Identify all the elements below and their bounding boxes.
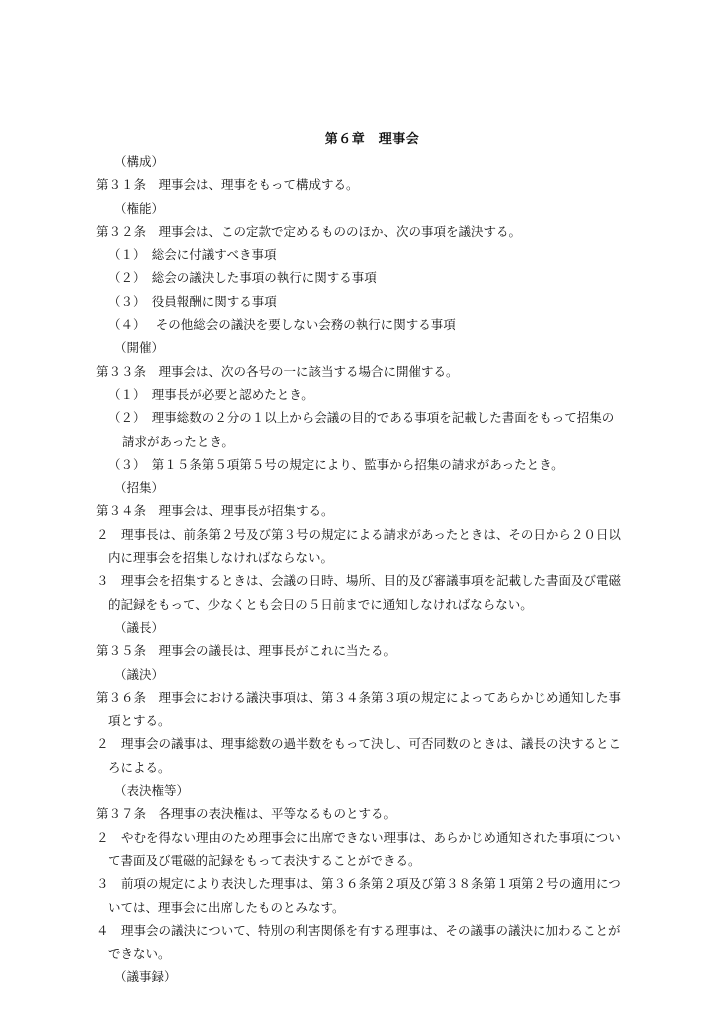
list-item: （２） 理事総数の２分の１以上から会議の目的である事項を記載した書面をもって招集の xyxy=(108,410,615,426)
section-heading: （議事録） xyxy=(114,969,177,985)
article-line: 第３５条 理事会の議長は、理事長がこれに当たる。 xyxy=(96,643,397,659)
chapter-title: 第６章 理事会 xyxy=(324,132,420,147)
list-item: （１） 理事長が必要と認めたとき。 xyxy=(108,386,314,402)
list-item: （２） 総会の議決した事項の執行に関する事項 xyxy=(108,270,377,286)
paragraph-continuation: できない。 xyxy=(108,946,171,962)
article-line: 第３１条 理事会は、理事をもって構成する。 xyxy=(96,177,359,193)
section-heading: （表決権等） xyxy=(114,783,190,799)
list-item: （４） その他総会の議決を要しない会務の執行に関する事項 xyxy=(108,317,456,333)
paragraph-line: ３ 理事会を招集するときは、会議の日時、場所、目的及び審議事項を記載した書面及び電磁 xyxy=(96,573,622,589)
section-heading: （議決） xyxy=(114,666,165,682)
list-item: （３） 第１５条第５項第５号の規定により、監事から招集の請求があったとき。 xyxy=(108,456,564,472)
section-heading: （開催） xyxy=(114,340,165,356)
paragraph-continuation: て書面及び電磁的記録をもって表決することができる。 xyxy=(108,852,421,868)
article-line: 第３４条 理事会は、理事長が招集する。 xyxy=(96,503,334,519)
paragraph-line: ３ 前項の規定により表決した理事は、第３６条第２項及び第３８条第１項第２号の適用につ xyxy=(96,876,621,892)
paragraph-continuation: 的記録をもって、少なくとも会日の５日前までに通知しなければならない。 xyxy=(108,596,533,612)
paragraph-continuation: いては、理事会に出席したものとみなす。 xyxy=(108,899,345,915)
article-line: 第３７条 各理事の表決権は、平等なるものとする。 xyxy=(96,806,397,822)
article-line: 第３６条 理事会における議決事項は、第３４条第３項の規定によってあらかじめ通知した事 xyxy=(96,689,622,705)
article-line: 第３３条 理事会は、次の各号の一に該当する場合に開催する。 xyxy=(96,363,459,379)
list-item-continuation: 請求があったとき。 xyxy=(122,433,234,449)
paragraph-continuation: ろによる。 xyxy=(108,759,171,775)
list-item: （３） 役員報酬に関する事項 xyxy=(108,293,277,309)
section-heading: （権能） xyxy=(114,200,165,216)
section-heading: （議長） xyxy=(114,619,165,635)
paragraph-line: ２ 理事会の議事は、理事総数の過半数をもって決し、可否同数のときは、議長の決するとこ xyxy=(96,736,622,752)
paragraph-line: ４ 理事会の議決について、特別の利害関係を有する理事は、その議事の議決に加わることが xyxy=(96,922,621,938)
paragraph-line: ２ 理事長は、前条第２号及び第３号の規定による請求があったときは、その日から２０日以 xyxy=(96,526,621,542)
document-body xyxy=(96,150,636,989)
paragraph-continuation: 内に理事会を招集しなければならない。 xyxy=(108,550,334,566)
list-item: （１） 総会に付議すべき事項 xyxy=(108,247,277,263)
paragraph-line: ２ やむを得ない理由のため理事会に出席できない理事は、あらかじめ通知された事項につい xyxy=(96,829,621,845)
paragraph-continuation: 項とする。 xyxy=(108,713,171,729)
article-line: 第３２条 理事会は、この定款で定めるもののほか、次の事項を議決する。 xyxy=(96,223,522,239)
section-heading: （招集） xyxy=(114,480,165,496)
section-heading: （構成） xyxy=(114,154,165,169)
